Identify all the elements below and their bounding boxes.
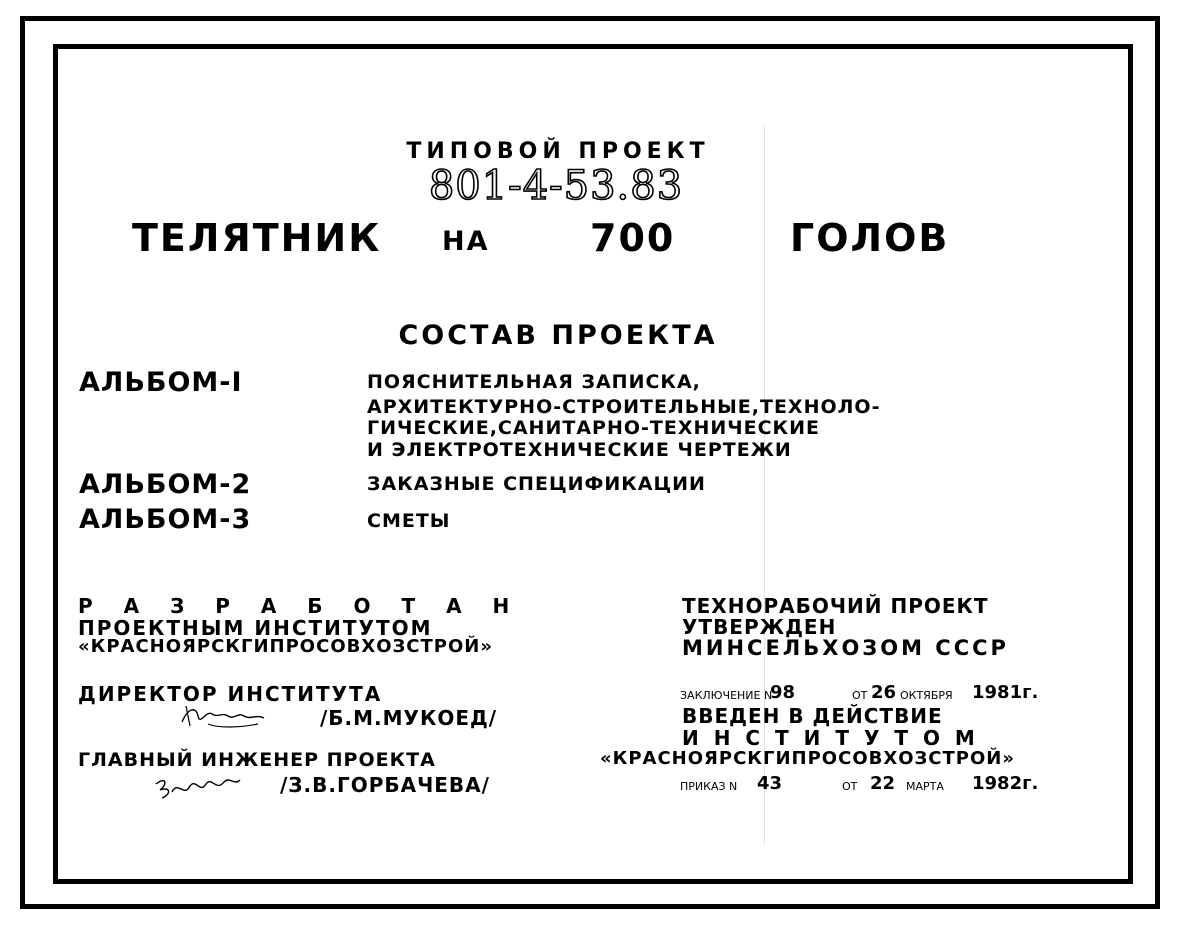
album-2-label: АЛЬБОМ-2 [79,469,252,500]
director-title: ДИРЕКТОР ИНСТИТУТА [78,682,383,706]
approval-line-2: УТВЕРЖДЕН [682,615,837,639]
project-code: 801-4-53.83 [428,163,684,209]
conclusion-label: ЗАКЛЮЧЕНИЕ N [680,689,773,702]
album-1-line-3: ГИЧЕСКИЕ,САНИТАРНО-ТЕХНИЧЕСКИЕ [367,417,820,439]
conclusion-year: 1981г. [972,682,1039,703]
enacted-institute: «КРАСНОЯРСКГИПРОСОВХОЗСТРОЙ» [600,748,1015,769]
enacted-line-1: ВВЕДЕН В ДЕЙСТВИЕ [682,704,943,728]
conclusion-from: ОТ [852,689,868,702]
developed-label: Р А З Р А Б О Т А Н [78,594,522,618]
enacted-line-2: И Н С Т И Т У Т О М [682,726,979,750]
conclusion-day: 26 [871,682,897,703]
album-1-line-4: И ЭЛЕКТРОТЕХНИЧЕСКИЕ ЧЕРТЕЖИ [367,439,792,461]
approval-line-1: ТЕХНОРАБОЧИЙ ПРОЕКТ [682,594,989,618]
album-2-line-1: ЗАКАЗНЫЕ СПЕЦИФИКАЦИИ [367,473,706,495]
conclusion-month: ОКТЯБРЯ [900,689,953,702]
order-day: 22 [870,773,896,794]
order-number: 43 [757,773,783,794]
developer-institute: «КРАСНОЯРСКГИПРОСОВХОЗСТРОЙ» [78,636,493,657]
order-month: МАРТА [906,780,944,793]
chief-engineer-name: /З.В.ГОРБАЧЕВА/ [280,773,490,797]
album-1-line-2: АРХИТЕКТУРНО-СТРОИТЕЛЬНЫЕ,ТЕХНОЛО- [367,396,881,418]
title-part-3: 700 [590,216,676,260]
album-1-line-1: ПОЯСНИТЕЛЬНАЯ ЗАПИСКА, [367,371,701,393]
director-name: /Б.М.МУКОЕД/ [320,706,498,730]
order-from: ОТ [842,780,858,793]
album-1-label: АЛЬБОМ-I [79,367,243,398]
title-part-4: ГОЛОВ [790,216,950,260]
composition-heading: СОСТАВ ПРОЕКТА [398,320,718,351]
order-year: 1982г. [972,773,1039,794]
developer-line-2: ПРОЕКТНЫМ ИНСТИТУТОМ [78,616,433,640]
album-3-label: АЛЬБОМ-3 [79,504,252,535]
project-kind: ТИПОВОЙ ПРОЕКТ [406,139,710,164]
title-part-1: ТЕЛЯТНИК [132,216,382,260]
chief-engineer-title: ГЛАВНЫЙ ИНЖЕНЕР ПРОЕКТА [78,749,436,771]
conclusion-number: 98 [770,682,796,703]
album-3-line-1: СМЕТЫ [367,510,451,532]
title-part-2: НА [442,226,490,257]
approval-line-3: МИНСЕЛЬХОЗОМ СССР [682,636,1009,660]
director-signature [178,700,268,732]
order-label: ПРИКАЗ N [680,780,738,793]
engineer-signature [152,770,242,804]
